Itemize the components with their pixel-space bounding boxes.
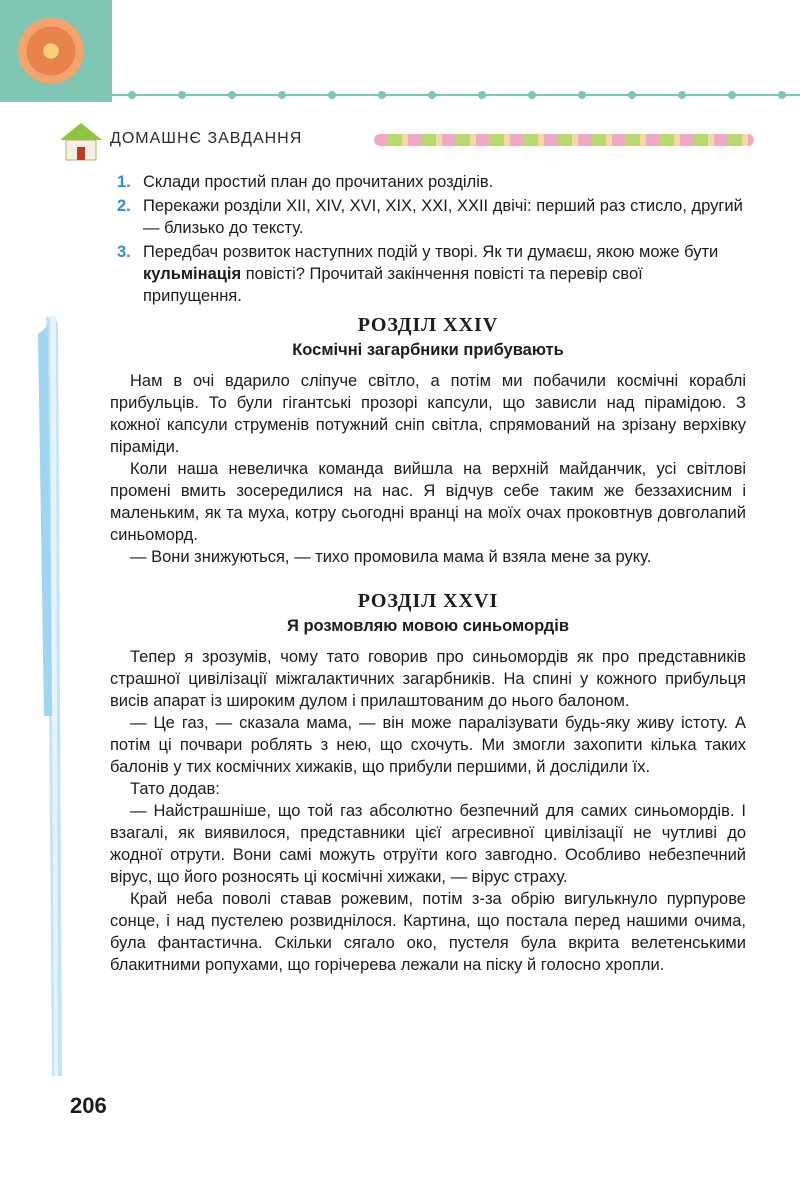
paragraph: Край неба поволі ставав рожевим, потім з-за обрію вигулькнуло пурпурове сонце, і над пустелею розвиднілося. Картина, що постала перед нашими очима, була фантастична. Скільки сягало око, пустеля була вкрита велетенськими блакитними ропухами, що горічерева лежали на піску й голосно хропли. — [110, 890, 746, 974]
task-number: 2. — [117, 197, 131, 215]
chapter-26 — [110, 590, 746, 976]
chapter-24 — [110, 314, 746, 568]
chapter-number: РОЗДІЛ XXIV — [357, 314, 499, 336]
paragraph: Нам в очі вдарило сліпуче світло, а потім ми побачили космічні кораблі прибульців. То були гігантські прозорі капсули, що зависли над пірамідою. З кожної капсули струменів потужний сніп світла, спрямований на зрізану верхівку піраміди. — [110, 372, 746, 456]
decorative-side-stripe — [36, 316, 66, 1076]
task-text: повісті? Прочитай закінчення повісті та перевір свої припущення. — [143, 265, 643, 305]
chapter-text — [110, 646, 746, 976]
homework-decorative-band — [374, 134, 754, 146]
homework-task-list — [117, 171, 743, 309]
house-icon — [56, 120, 106, 162]
task-text: Склади простий план до прочитаних розділів. — [143, 173, 494, 191]
task-keyword: кульмінація — [143, 265, 242, 283]
task-number: 3. — [117, 243, 131, 261]
paragraph: Тепер я зрозумів, чому тато говорив про синьомордів як про представників страшної цивілізації міжгалактичних загарбників. На спині у кожного прибульця висів апарат із широким дулом і прилаштованим до нього балоном. — [110, 648, 746, 710]
chapter-subtitle: Космічні загарбники прибувають — [292, 341, 564, 359]
list-item — [117, 195, 743, 239]
paragraph: — Це газ, — сказала мама, — він може паралізувати будь-яку живу істоту. А потім ці почвари роблять з нею, що схочуть. Ми змогли захопити кілька таких балонів у тих космічних хижаків, що прибули першими, й дослідили їх. — [110, 714, 746, 776]
paragraph: — Найстрашніше, що той газ абсолютно безпечний для самих синьомордів. І взагалі, як виявилося, представники цієї агресивної цивілізації не чутливі до жодної отрути. Вони самі можуть отруїти кого завгодно. Особливо небезпечний вірус, що його розносять ці космічні хижаки, — вірус страху. — [110, 802, 746, 886]
list-item — [117, 171, 743, 193]
page-number: 206 — [70, 1093, 107, 1118]
list-item — [117, 241, 743, 307]
homework-title: ДОМАШНЄ ЗАВДАННЯ — [110, 130, 303, 147]
chapter-text — [110, 370, 746, 568]
chapter-number: РОЗДІЛ XXVI — [357, 590, 499, 612]
task-text: Перекажи розділи XII, XIV, XVI, XIX, XXI, XXII двічі: перший раз стисло, другий — близько до тексту. — [143, 197, 743, 237]
decorative-vine-border — [112, 88, 800, 102]
homework-header — [56, 120, 756, 162]
paragraph: Коли наша невеличка команда вийшла на верхній майданчик, усі світлові промені вмить зосередилися на нас. Я відчув себе таким же беззахисним і маленьким, як та муха, котру сьогодні вранці на моїх очах проковтнув довголапий синьоморд. — [110, 460, 746, 544]
task-text: Передбач розвиток наступних подій у творі. Як ти думаєш, якою може бути — [143, 243, 719, 261]
corner-ornament — [0, 0, 112, 102]
task-number: 1. — [117, 173, 131, 191]
flower-icon — [18, 18, 84, 84]
chapter-subtitle: Я розмовляю мовою синьомордів — [287, 617, 569, 635]
paragraph: — Вони знижуються, — тихо промовила мама й взяла мене за руку. — [130, 548, 652, 566]
paragraph: Тато додав: — [130, 780, 220, 798]
